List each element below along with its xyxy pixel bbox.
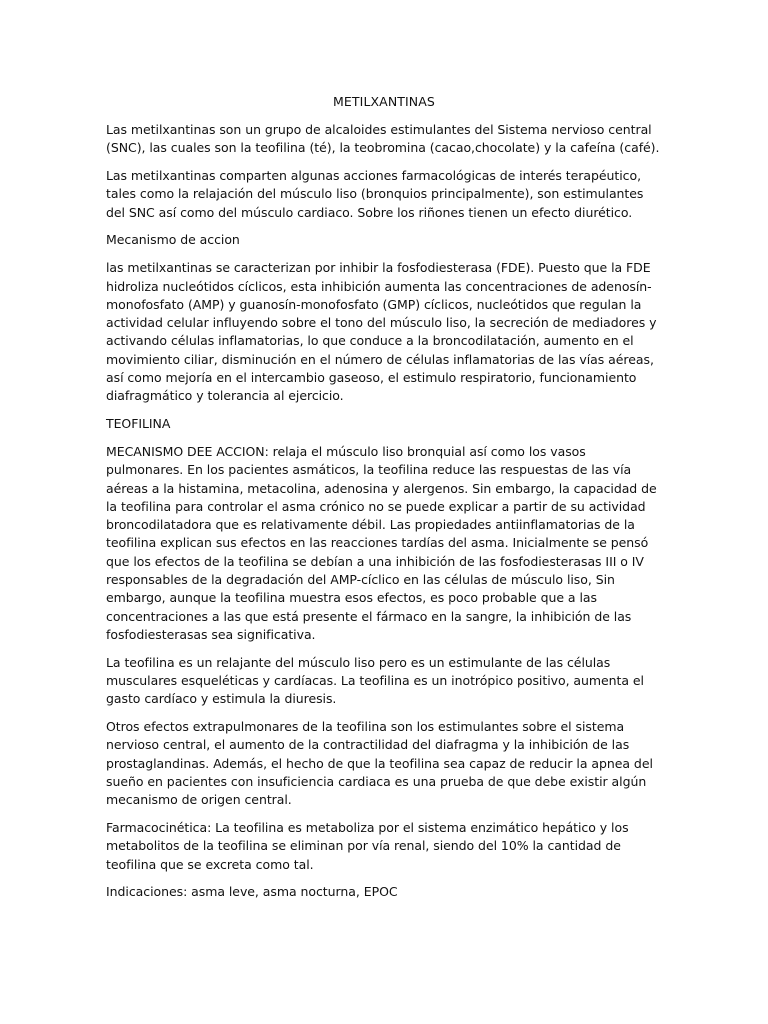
paragraph-mecanismo: las metilxantinas se caracterizan por inhibir la fosfodiesterasa (FDE). Puesto que la FDE hidroliza nucleótidos cíclicos, esta inhibición aumenta las concentraciones de adenosín-monofosfato (AMP) y guanosín-monofosfato (GMP) cíclicos, nucleótidos que regulan la actividad celular influyendo sobre el tono del músculo liso, la secreción de mediadores y activando células inflamatorias, lo que conduce a la broncodilatación, aumento en el movimiento ciliar, disminución en el número de células inflamatorias de las vías aéreas, así como mejoría en el intercambio gaseoso, el estimulo respiratorio, funcionamiento diafragmático y tolerancia al ejercicio. (106, 260, 657, 404)
paragraph-farmacocinetica: Farmacocinética: La teofilina es metaboliza por el sistema enzimático hepático y los metabolitos de la teofilina se eliminan por vía renal, siendo del 10% la cantidad de teofilina que se excreta como tal. (106, 820, 629, 872)
heading-mecanismo: Mecanismo de accion (106, 232, 240, 248)
heading-teofilina: TEOFILINA (106, 416, 171, 432)
paragraph-teofilina-relajante: La teofilina es un relajante del músculo liso pero es un estimulante de las células musculares esqueléticas y cardíacas. La teofilina es un inotrópico positivo, aumenta el gasto cardíaco y estimula la diuresis. (106, 654, 644, 707)
paragraph-teofilina-mecanismo: MECANISMO DEE ACCION: relaja el músculo liso bronquial así como los vasos pulmonares. En los pacientes asmáticos, la teofilina reduce las respuestas de las vía aéreas a la histamina, metacolina, adenosina y alergenos. Sin embargo, la capacidad de la teofilina para controlar el asma crónico no se puede explicar a partir de su actividad broncodilatadora que es relativamente débil. Las propiedades antiinflamatorias de la teofilina explican sus efectos en las reacciones tardías del asma. Inicialmente se pensó que los efectos de la teofilina se debían a una inhibición de las fosfodiesterasas III o IV responsables de la degradación del AMP-cíclico en las células de músculo liso, Sin embargo, aunque la teofilina muestra esos efectos, es poco probable que a las concentraciones a las que está presente el fármaco en la sangre, la inhibición de las fosfodiesterasas sea significativa. (106, 443, 657, 642)
document-page (106, 92, 662, 911)
paragraph-actions: Las metilxantinas comparten algunas acciones farmacológicas de interés terapéutico, tales como la relajación del músculo liso (bronquios principalmente), son estimulantes del SNC así como del músculo cardiaco. Sobre los riñones tienen un efecto diurético. (106, 168, 644, 220)
paragraph-intro: Las metilxantinas son un grupo de alcaloides estimulantes del Sistema nervioso central (SNC), las cuales son la teofilina (té), la teobromina (cacao,chocolate) y la cafeína (café). (106, 122, 660, 156)
document-title: METILXANTINAS (333, 94, 435, 109)
paragraph-efectos-extrapulmonares: Otros efectos extrapulmonares de la teofilina son los estimulantes sobre el sistema nervioso central, el aumento de la contractilidad del diafragma y la inhibición de las prostaglandinas. Además, el hecho de que la teofilina sea capaz de reducir la apnea del sueño en pacientes con insuficiencia cardiaca es una prueba de que debe existir algún mecanismo de origen central. (106, 719, 653, 808)
paragraph-indicaciones: Indicaciones: asma leve, asma nocturna, EPOC (106, 884, 398, 900)
